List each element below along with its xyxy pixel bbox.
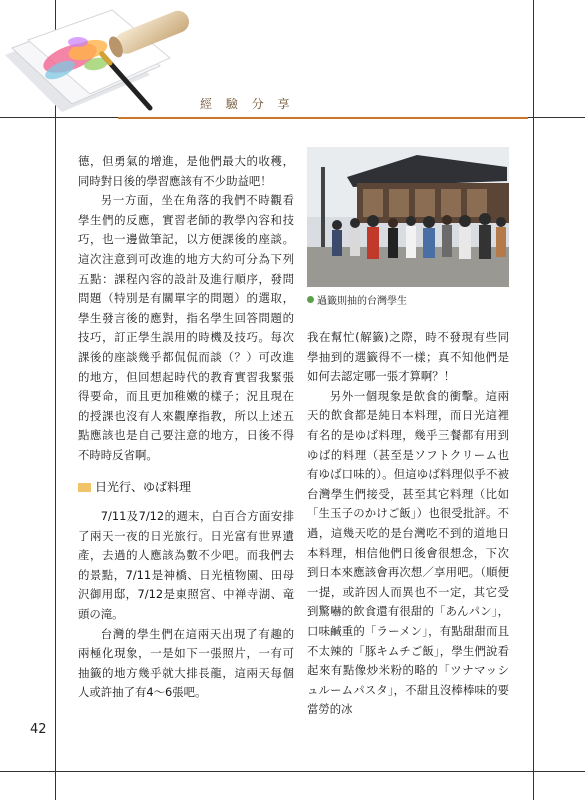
subheading	[78, 478, 294, 498]
section-label: 經 驗 分 享	[200, 97, 295, 111]
right-crop-line	[533, 0, 534, 800]
caption-bullet-icon	[307, 296, 314, 303]
left-text-column	[78, 152, 294, 703]
paragraph: 台灣的學生們在這兩天出現了有趣的兩極化現象，一是如下一張照片，一有可抽籤的地方幾乎就大排長龍，這兩天每個人或許抽了有4～6張吧。	[78, 626, 294, 700]
left-crop-line	[55, 0, 56, 800]
caption-text: 過籤則抽的台灣學生	[317, 296, 407, 307]
page-number: 42	[30, 722, 47, 737]
photo	[307, 147, 509, 287]
subheading-text: 日光行、ゆば料理	[95, 479, 192, 494]
bottom-crop-line	[0, 771, 585, 772]
subheading-marker-icon	[78, 483, 91, 492]
photo-caption	[307, 292, 407, 307]
paragraph: 另一方面，坐在角落的我們不時觀看學生們的反應，實習老師的教學內容和技巧，也一邊做筆記，以方便課後的座談。這次注意到可改進的地方大約可分為下列五點：課程內容的設計及進行順序，發問問題（特別是有關單字的問題）的選取，學生發言後的應對，指名學生回答問題的技巧，訂正學生誤用的時機及技巧。每次課後的座談幾乎都侃侃而談（？）可改進的地方，但回想起時代的教育實習我緊張得要命，而且更加稚嫩的樣子；況且現在的授課也沒有人來觀摩指教，所以上述五點應該也是自己要注意的地方，日後不得不時時反省啊。	[78, 193, 294, 462]
header-illustration	[0, 0, 210, 118]
paragraph: 另外一個現象是飲食的衝擊。這兩天的飲食都是純日本料理，而日光這裡有名的是ゆば料理，幾乎三餐都有用到ゆば的料理（甚至是ソフトクリーム也有ゆば口味的）。但這ゆば料理似乎不被台灣學生們接受，甚至其它料理（比如「生玉子のかけご飯」）也很受批評。不過，這幾天吃的是台灣吃不到的道地日本料理，相信他們日後會很想念，下次到日本來應該會再次想／享用吧。（順便一提，或許因人而異也不一定，其它受到驚嚇的飲食還有很甜的「あんパン」，口味鹹重的「ラーメン」，有點甜甜而且不太辣的「豚キムチご飯」，學生們說看起來有點像炒米粉的略的「ツナマッシュルームパスタ」，不甜且沒棒棒味的要當勞的冰	[307, 388, 509, 717]
paragraph: 德，但勇氣的增進，是他們最大的收穫，同時對日後的學習應該有不少助益吧！	[78, 154, 294, 188]
header-rule	[118, 117, 528, 119]
right-text-column	[307, 328, 509, 720]
students-photo-image	[307, 147, 509, 287]
paragraph: 7/11及7/12的週末，白百合方面安排了兩天一夜的日光旅行。日光富有世界遺產，去過的人應該為數不少吧。而我們去的景點，7/11是神橋、日光植物園、田母沢御用邸，7/12是東照宮、中禅寺湖、竜頭の滝。	[78, 509, 294, 622]
paragraph: 我在幫忙(解籤)之際，時不發現有些同學抽到的選籤得不一樣；真不知他們是如何去認定哪一張才算啊？！	[307, 330, 509, 384]
